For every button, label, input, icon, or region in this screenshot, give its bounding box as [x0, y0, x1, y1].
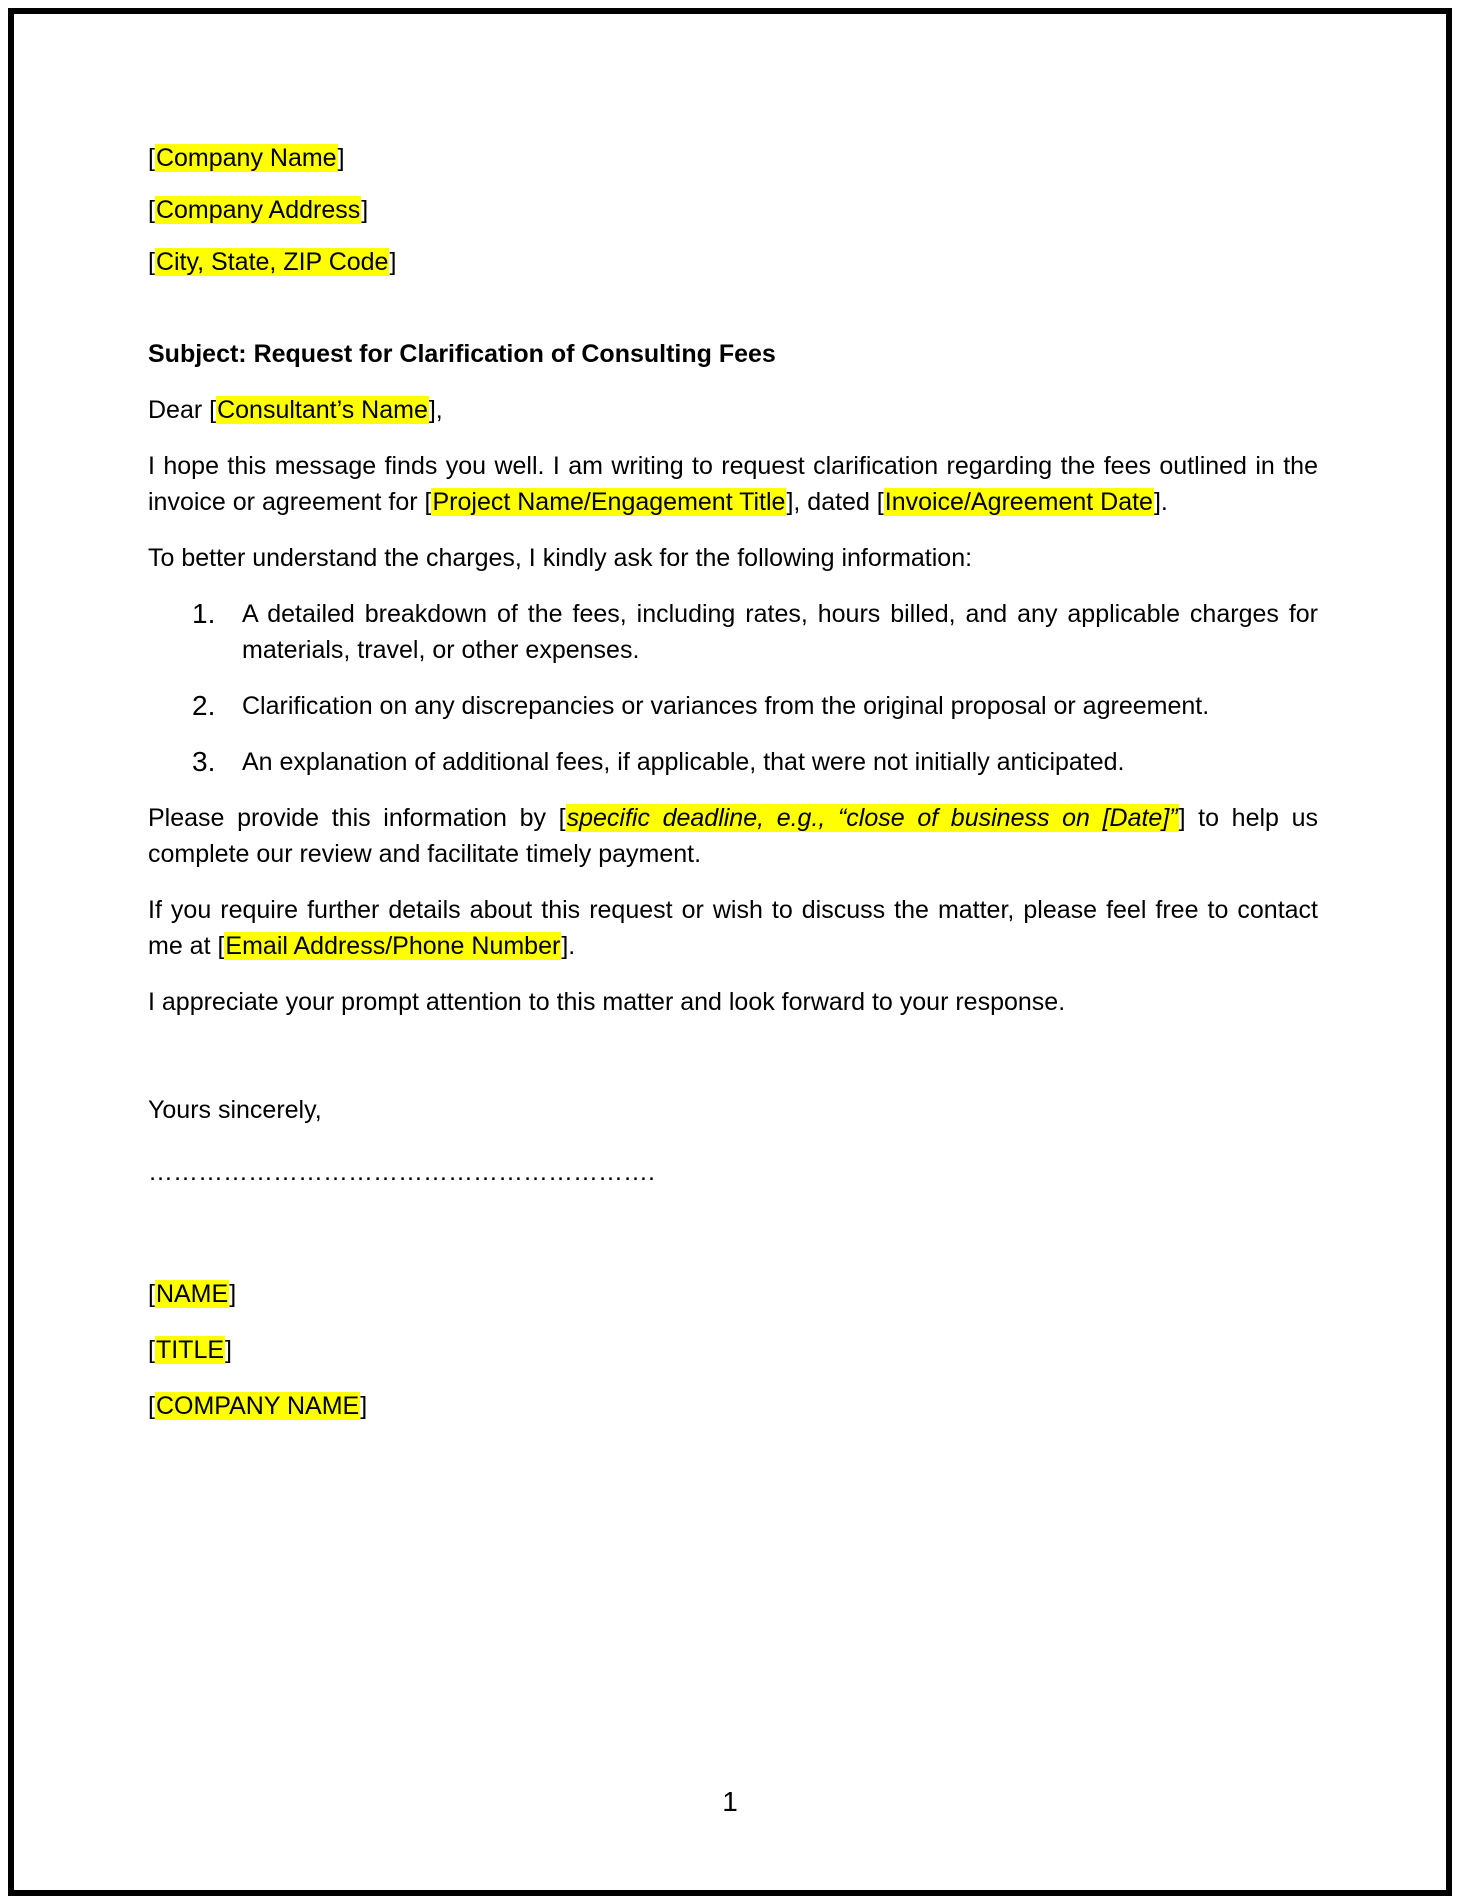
list-item: [148, 744, 1318, 780]
deadline-placeholder: specific deadline, e.g., “close of business on [Date]”: [566, 804, 1178, 832]
signer-company-line: [COMPANY NAME]: [148, 1392, 368, 1420]
city-state-zip-line: [City, State, ZIP Code]: [148, 248, 397, 276]
list-number: 3.: [192, 746, 216, 777]
request-intro: To better understand the charges, I kindly ask for the following information:: [148, 544, 973, 572]
subject-line: Subject: Request for Clarification of Consulting Fees: [148, 340, 776, 368]
intro-paragraph: I hope this message finds you well. I am writing to request clarification regarding the fees outlined in the invoice or agreement for [Project Name/Engagement Title], dated [Invoice/Agreement Date].: [148, 452, 1318, 516]
appreciation-paragraph: I appreciate your prompt attention to this matter and look forward to your response.: [148, 988, 1066, 1016]
company-name-line: [Company Name]: [148, 144, 345, 172]
company-address-line: [Company Address]: [148, 196, 369, 224]
list-number: 1.: [192, 598, 216, 629]
company-name-placeholder: Company Name: [155, 144, 337, 172]
signer-title-line: [TITLE]: [148, 1336, 232, 1364]
project-name-placeholder: Project Name/Engagement Title: [432, 488, 786, 516]
list-item: [148, 596, 1318, 668]
closing: Yours sincerely,: [148, 1096, 322, 1124]
signer-name-placeholder: NAME: [155, 1280, 229, 1308]
letter-body: [148, 140, 1318, 1444]
list-number: 2.: [192, 690, 216, 721]
page-number: 1: [722, 1786, 738, 1817]
contact-paragraph: If you require further details about this request or wish to discuss the matter, please feel free to contact me at [Email Address/Phone Number].: [148, 896, 1318, 960]
consultant-name-placeholder: Consultant’s Name: [217, 396, 428, 424]
signer-title-placeholder: TITLE: [155, 1336, 225, 1364]
invoice-date-placeholder: Invoice/Agreement Date: [884, 488, 1153, 516]
contact-placeholder: Email Address/Phone Number: [225, 932, 561, 960]
salutation: Dear [Consultant’s Name],: [148, 396, 443, 424]
signer-company-placeholder: COMPANY NAME: [155, 1392, 360, 1420]
city-state-zip-placeholder: City, State, ZIP Code: [155, 248, 389, 276]
request-list: [148, 596, 1318, 780]
list-text: A detailed breakdown of the fees, including rates, hours billed, and any applicable charges for materials, travel, or other expenses.: [242, 600, 1318, 664]
list-text: Clarification on any discrepancies or variances from the original proposal or agreement.: [242, 692, 1210, 720]
signature-line: …………………………………………………….: [148, 1158, 655, 1186]
company-address-placeholder: Company Address: [155, 196, 361, 224]
list-item: [148, 688, 1318, 724]
signer-name-line: [NAME]: [148, 1280, 237, 1308]
list-text: An explanation of additional fees, if applicable, that were not initially anticipated.: [242, 748, 1125, 776]
deadline-paragraph: Please provide this information by [specific deadline, e.g., “close of business on [Date]”] to help us complete our review and facilitate timely payment.: [148, 804, 1318, 868]
